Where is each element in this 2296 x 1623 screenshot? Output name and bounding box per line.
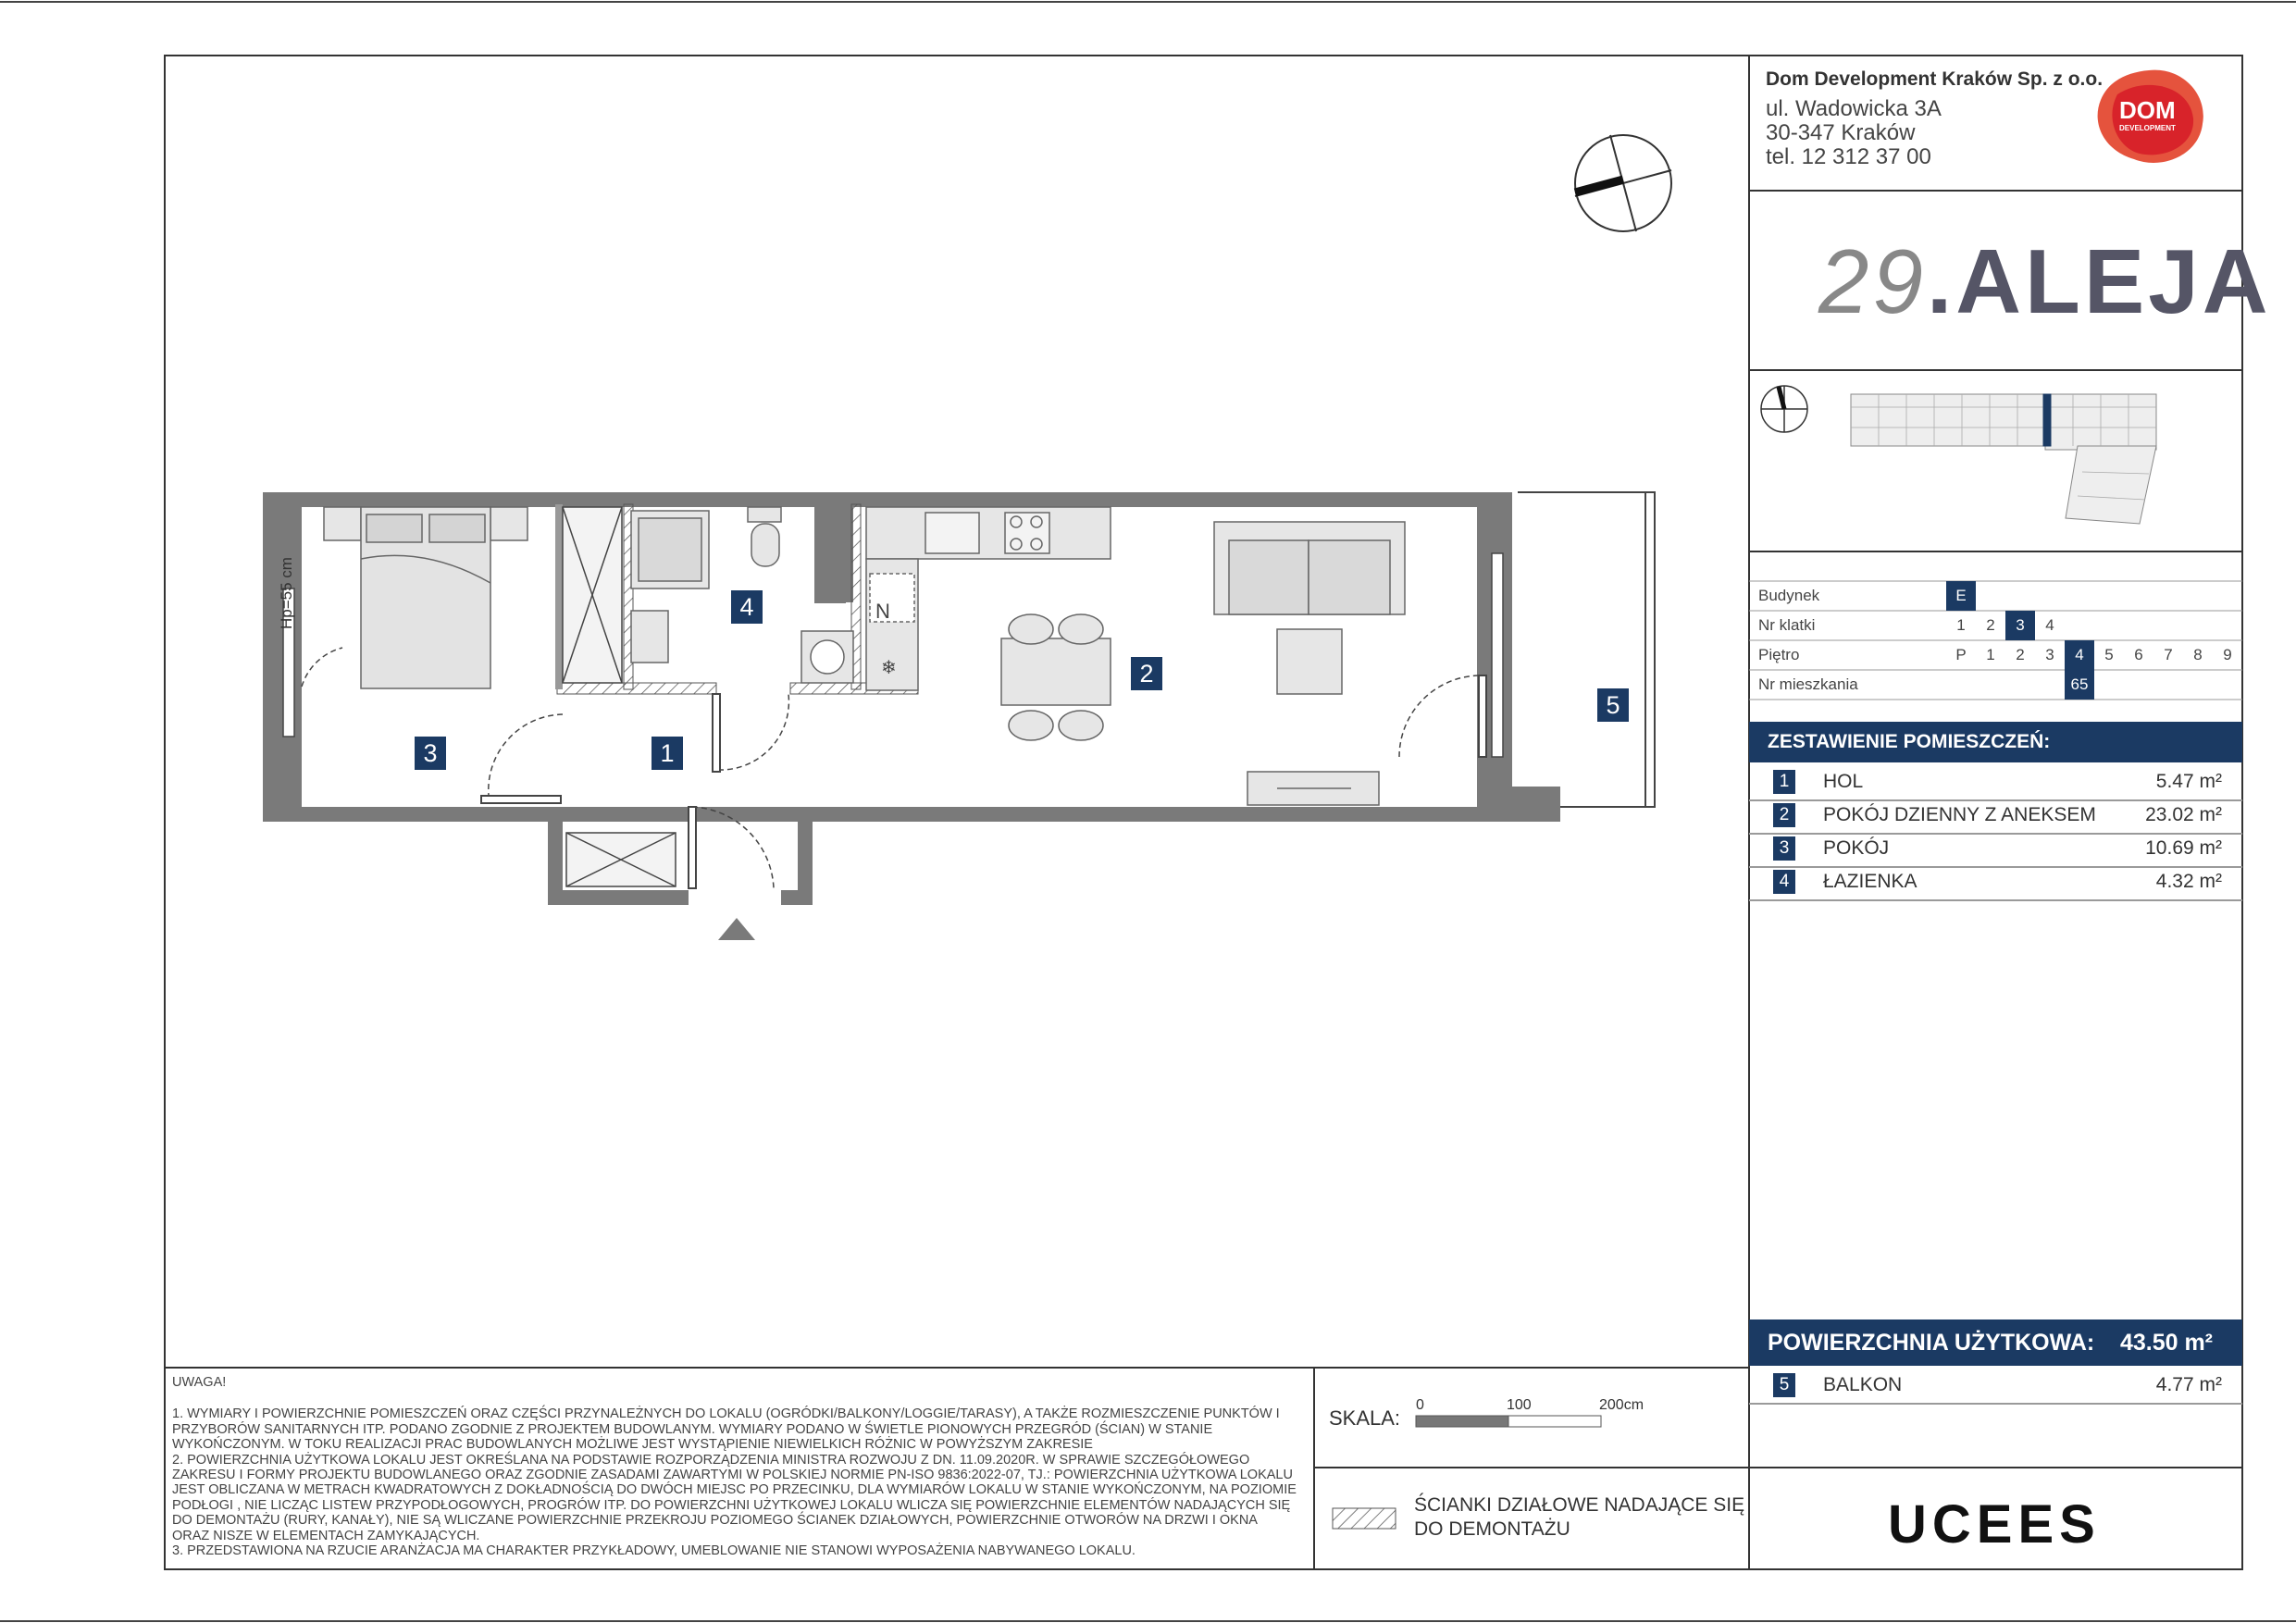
floor-value: 8 [2193,646,2203,663]
dining-table [1001,614,1111,740]
notes-heading: UWAGA! [172,1375,227,1390]
plan-room-label: 5 [1597,688,1629,722]
note-item: 3. PRZEDSTAWIONA NA RZUCIE ARANŻACJA MA CHARAKTER PRZYKŁADOWY, UMEBLOWANIE NIE STANOWI WYPOSAŻENIA NABYWANEGO LOKALU. [172,1543,1136,1559]
building-value: E [1946,581,1976,611]
stair-value: 4 [2045,616,2054,634]
stair-value: 2 [1986,616,1995,634]
room-row [1749,833,2242,868]
stair-label: Nr klatki [1758,616,1816,634]
sofa [1214,522,1405,805]
logo-text-dom: DOM [2119,96,2176,124]
scale-tick: 0 [1416,1397,1424,1413]
floor-value: 7 [2164,646,2173,663]
unit-label: Nr mieszkania [1758,675,1858,693]
extra-room-row [1749,1369,2242,1405]
room-name: POKÓJ DZIENNY Z ANEKSEM [1823,804,2096,825]
stair-value: 1 [1956,616,1966,634]
room-row [1749,766,2242,801]
floor-value: 6 [2134,646,2143,663]
room-area: 23.02 m² [2145,804,2222,825]
usable-area-value: 43.50 m² [2119,1330,2213,1356]
room-number: 5 [1773,1373,1795,1397]
room-number: 2 [1773,803,1795,827]
room-number: 4 [1773,870,1795,894]
brand-name: .ALEJA [1927,230,2272,332]
demolition-legend-swatch [1333,1508,1396,1529]
tall-wardrobe [563,507,622,683]
scale-tick: 200cm [1599,1397,1644,1413]
room-area: 5.47 m² [2155,771,2222,792]
note-item: 1. WYMIARY I POWIERZCHNIE POMIESZCZEŃ ORAZ CZĘŚCI PRZYNALEŻNYCH DO LOKALU (OGRÓDKI/BALKONY/LOGGIE/TARASY), A TAKŻE ROZMIESZCZENIE PUNKTÓW I PRZYBORÓW SANITARNYCH ITP. PODANO ZGODNIE Z PROJEKTEM BUDOWLANYM. WYMIARY PODANO W ŚWIETLE PIONOWYCH PRZEGRÓD (ŚCIAN) W STANIE WYKOŃCZONYM. W TOKU REALIZACJI PRAC BUDOWLANYCH MOŻLIWE JEST WYSTĄPIENIE NIEWIELKICH RÓŻNIC W POWYŻSZYM ZAKRESIE [172,1406,1280,1453]
svg-text:❄: ❄ [881,658,897,678]
scale-label: SKALA: [1329,1406,1401,1430]
rooms-header: ZESTAWIENIE POMIESZCZEŃ: [1749,722,2242,762]
company-name: Dom Development Kraków Sp. z o.o. [1766,68,2104,90]
room-number: 1 [1773,770,1795,794]
height-note: Hp=55 cm [278,557,295,629]
unit-value: 65 [2065,670,2094,700]
room-name: HOL [1823,771,1864,792]
floor-value: 5 [2104,646,2114,663]
room-area: 10.69 m² [2145,837,2222,859]
room-number: 3 [1773,836,1795,861]
compass-icon [1575,135,1671,231]
room-area: 4.77 m² [2155,1374,2222,1395]
floor-value: P [1955,646,1967,663]
scale-bar [1416,1416,1601,1427]
demolition-legend [1414,1493,1744,1542]
floor-value-selected: 4 [2065,640,2094,670]
svg-text:N: N [875,600,890,623]
floor-value: 9 [2223,646,2232,663]
floor-value: 2 [2016,646,2025,663]
building-key-plan [1851,394,2156,524]
company-phone: tel. 12 312 37 00 [1766,144,1931,169]
dom-development-logo [2090,67,2208,168]
room-area: 4.32 m² [2155,871,2222,892]
company-street: ul. Wadowicka 3A [1766,96,1942,121]
notes-block [172,1375,1297,1558]
note-item: 2. POWIERZCHNIA UŻYTKOWA LOKALU JEST OKREŚLANA NA PODSTAWIE ROZPORZĄDZENIA MINISTRA ROZWOJU Z DN. 11.09.2020R. W SPRAWIE SZCZEGÓŁOWEGO ZAKRESU I FORMY PROJEKTU BUDOWLANEGO ORAZ ZGODNIE ZASADAMI ZAWARTYMI W POLSKIEJ NORMIE PN-ISO 9836:2022-07, TJ.: POWIERZCHNIA UŻYTKOWA LOKALU JEST OBLICZANA W METRACH KWADRATOWYCH Z DOKŁADNOŚCIĄ DO DWÓCH MIEJSC PO PRZECINKU, DLA WYMIARÓW LOKALU W STANIE WYKOŃCZONYM, NA POZIOMIE PODŁOGI , NIE LICZĄC LISTEW PRZYPODŁOGOWYCH, PROGRÓW ITP. DO POWIERZCHNI UŻYTKOWEJ LOKALU WLICZA SIĘ POWIERZCHNIE ELEMENTÓW NADAJĄCYCH SIĘ DO DEMONTAŻU (RURY, KANAŁY), NIE SĄ WLICZANE POWIERZCHNIE PRZEKROJU POZIOMEGO ŚCIANEK DZIAŁOWYCH, POWIERZCHNIE OTWORÓW NA DRZWI I OKNA ORAZ NISZE W ELEMENTACH ZAMYKAJĄCYCH. [172,1452,1297,1543]
usable-area-bar [1749,1319,2242,1366]
wardrobe [566,833,676,886]
brand-logo [1818,229,2272,334]
bed [324,507,527,688]
company-city: 30-347 Kraków [1766,120,1916,145]
demolition-legend-line: ŚCIANKI DZIAŁOWE NADAJĄCE SIĘ [1414,1494,1745,1516]
stair-value-selected: 3 [2005,611,2035,640]
logo-text-development: DEVELOPMENT [2119,124,2176,132]
plan-room-label: 3 [415,737,446,770]
room-row [1749,799,2242,835]
plan-room-label: 1 [652,737,683,770]
building-label: Budynek [1758,587,1820,604]
floor-value: 1 [1986,646,1995,663]
balcony-outline [1518,492,1655,807]
plan-room-label: 4 [731,590,763,624]
room-name: POKÓJ [1823,837,1890,859]
ucees-logo: UCEES [1888,1494,2101,1555]
brand-number: 29 [1818,230,1928,332]
plan-room-label: 2 [1131,657,1162,690]
demolition-legend-line: DO DEMONTAŻU [1414,1518,1570,1540]
scale-tick: 100 [1507,1397,1532,1413]
usable-area-label: POWIERZCHNIA UŻYTKOWA: [1768,1330,2095,1356]
floor-label: Piętro [1758,646,1800,663]
room-row [1749,866,2242,901]
room-name: BALKON [1823,1374,1903,1395]
entrance-arrow-icon [718,918,755,940]
floor-value: 3 [2045,646,2054,663]
room-name: ŁAZIENKA [1823,871,1917,892]
small-compass-icon [1761,386,1807,432]
